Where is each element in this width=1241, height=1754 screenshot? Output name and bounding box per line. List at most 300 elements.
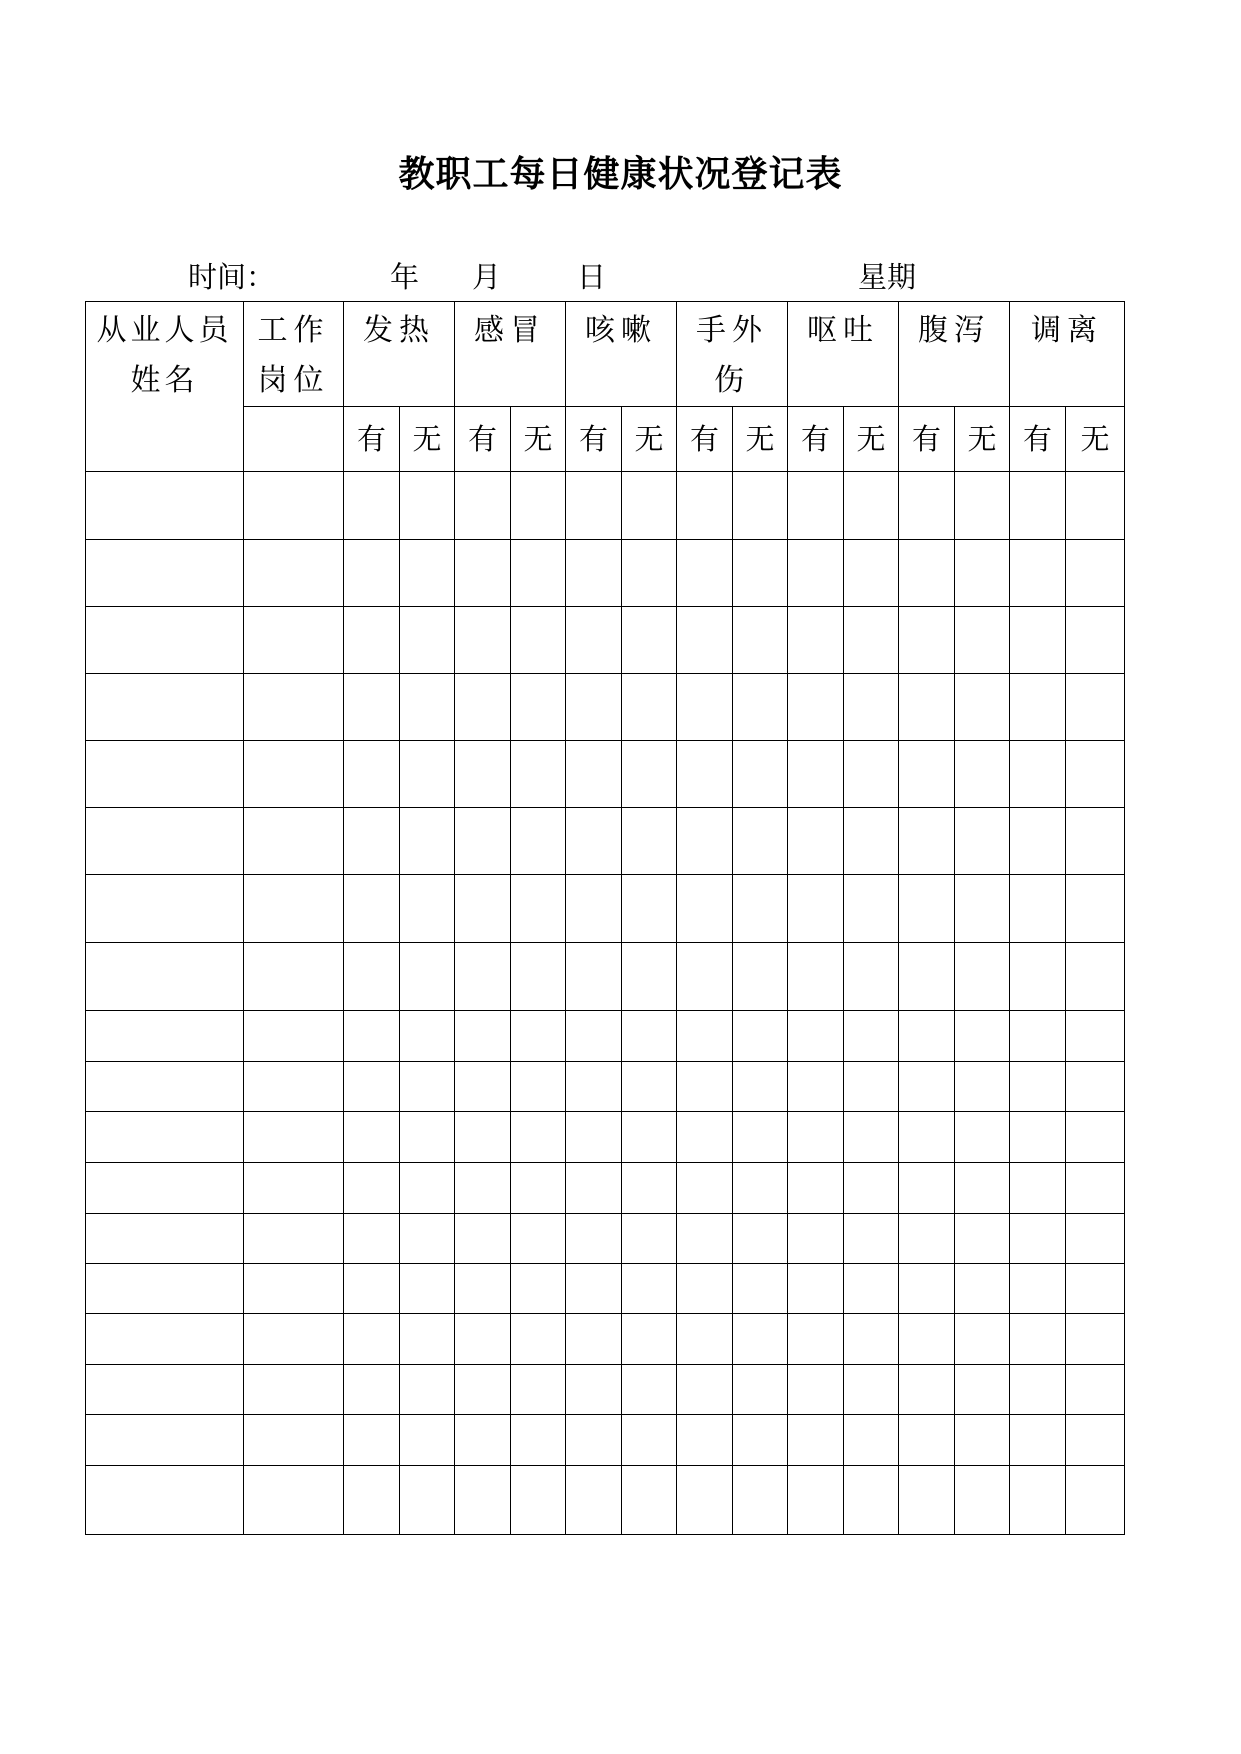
post-cell[interactable]	[244, 1415, 344, 1466]
no-cell[interactable]	[622, 808, 677, 875]
yes-cell[interactable]	[566, 1314, 622, 1365]
no-cell[interactable]	[955, 472, 1010, 540]
no-cell[interactable]	[1066, 943, 1125, 1011]
no-cell[interactable]	[844, 1264, 899, 1314]
yes-cell[interactable]	[566, 1415, 622, 1466]
no-cell[interactable]	[511, 1466, 566, 1535]
yes-cell[interactable]	[344, 808, 400, 875]
yes-cell[interactable]	[455, 1365, 511, 1415]
yes-cell[interactable]	[1010, 1112, 1066, 1163]
no-cell[interactable]	[733, 674, 788, 741]
yes-cell[interactable]	[566, 1112, 622, 1163]
post-cell[interactable]	[244, 1163, 344, 1214]
no-cell[interactable]	[1066, 674, 1125, 741]
yes-cell[interactable]	[1010, 472, 1066, 540]
no-cell[interactable]	[511, 1365, 566, 1415]
no-cell[interactable]	[400, 1415, 455, 1466]
no-cell[interactable]	[622, 1011, 677, 1062]
yes-cell[interactable]	[566, 808, 622, 875]
name-cell[interactable]	[86, 808, 244, 875]
name-cell[interactable]	[86, 1062, 244, 1112]
name-cell[interactable]	[86, 1466, 244, 1535]
table-row	[86, 472, 1125, 540]
no-cell[interactable]	[511, 741, 566, 808]
no-cell[interactable]	[400, 540, 455, 607]
yes-cell[interactable]	[566, 741, 622, 808]
yes-cell[interactable]	[677, 1466, 733, 1535]
table-row	[86, 607, 1125, 674]
yes-cell[interactable]	[788, 1214, 844, 1264]
no-cell[interactable]	[400, 943, 455, 1011]
yes-cell[interactable]	[1010, 943, 1066, 1011]
yes-cell[interactable]	[899, 1112, 955, 1163]
yes-cell[interactable]	[455, 1011, 511, 1062]
yes-cell[interactable]	[566, 1163, 622, 1214]
symptom-header-line1: 手外	[696, 313, 768, 348]
symptom-header	[1010, 302, 1125, 407]
yes-cell[interactable]	[455, 1163, 511, 1214]
yes-cell[interactable]	[344, 1011, 400, 1062]
no-cell[interactable]	[511, 1264, 566, 1314]
symptom-header	[344, 302, 455, 407]
no-cell[interactable]	[733, 472, 788, 540]
yes-cell[interactable]	[1010, 1062, 1066, 1112]
yes-cell[interactable]	[899, 943, 955, 1011]
name-cell[interactable]	[86, 1365, 244, 1415]
name-cell[interactable]	[86, 943, 244, 1011]
yes-cell[interactable]	[1010, 1365, 1066, 1415]
no-cell[interactable]	[844, 741, 899, 808]
yes-cell[interactable]	[788, 1314, 844, 1365]
no-cell[interactable]	[1066, 741, 1125, 808]
name-cell[interactable]	[86, 875, 244, 943]
no-cell[interactable]	[733, 808, 788, 875]
yes-cell[interactable]	[677, 1365, 733, 1415]
yes-cell[interactable]	[788, 540, 844, 607]
post-cell[interactable]	[244, 1062, 344, 1112]
no-cell[interactable]	[622, 1062, 677, 1112]
post-cell[interactable]	[244, 1112, 344, 1163]
yes-cell[interactable]	[1010, 607, 1066, 674]
yes-cell[interactable]	[455, 1214, 511, 1264]
no-cell[interactable]	[1066, 1415, 1125, 1466]
yes-cell[interactable]	[566, 1264, 622, 1314]
no-cell[interactable]	[1066, 1264, 1125, 1314]
yes-cell[interactable]	[344, 472, 400, 540]
yes-header: 有	[788, 407, 844, 472]
no-cell[interactable]	[844, 1011, 899, 1062]
no-cell[interactable]	[622, 1314, 677, 1365]
yes-cell[interactable]	[677, 1112, 733, 1163]
no-cell[interactable]	[733, 1112, 788, 1163]
yes-cell[interactable]	[899, 741, 955, 808]
no-cell[interactable]	[622, 1365, 677, 1415]
no-cell[interactable]	[400, 1062, 455, 1112]
yes-cell[interactable]	[344, 1264, 400, 1314]
no-cell[interactable]	[733, 540, 788, 607]
no-cell[interactable]	[844, 1415, 899, 1466]
no-cell[interactable]	[733, 607, 788, 674]
no-cell[interactable]	[844, 674, 899, 741]
no-cell[interactable]	[511, 875, 566, 943]
no-cell[interactable]	[622, 943, 677, 1011]
yes-cell[interactable]	[1010, 1415, 1066, 1466]
yes-cell[interactable]	[455, 875, 511, 943]
yes-cell[interactable]	[566, 1466, 622, 1535]
yes-cell[interactable]	[899, 1264, 955, 1314]
name-cell[interactable]	[86, 607, 244, 674]
page-title: 教职工每日健康状况登记表	[398, 153, 843, 195]
name-cell[interactable]	[86, 741, 244, 808]
name-cell[interactable]	[86, 540, 244, 607]
no-cell[interactable]	[955, 943, 1010, 1011]
day-label: 日	[577, 260, 607, 294]
no-cell[interactable]	[622, 875, 677, 943]
yes-cell[interactable]	[455, 607, 511, 674]
no-cell[interactable]	[733, 1365, 788, 1415]
name-cell[interactable]	[86, 1011, 244, 1062]
no-cell[interactable]	[733, 1415, 788, 1466]
no-cell[interactable]	[622, 1264, 677, 1314]
no-cell[interactable]	[511, 1062, 566, 1112]
yes-cell[interactable]	[899, 1062, 955, 1112]
yes-cell[interactable]	[677, 1214, 733, 1264]
yes-cell[interactable]	[677, 1415, 733, 1466]
post-cell[interactable]	[244, 1365, 344, 1415]
no-cell[interactable]	[955, 1163, 1010, 1214]
yes-cell[interactable]	[677, 607, 733, 674]
no-cell[interactable]	[1066, 1314, 1125, 1365]
no-cell[interactable]	[400, 808, 455, 875]
yes-cell[interactable]	[899, 607, 955, 674]
yes-cell[interactable]	[455, 943, 511, 1011]
no-cell[interactable]	[844, 1062, 899, 1112]
yes-cell[interactable]	[1010, 1163, 1066, 1214]
post-cell[interactable]	[244, 607, 344, 674]
yes-cell[interactable]	[788, 1415, 844, 1466]
no-cell[interactable]	[622, 741, 677, 808]
no-cell[interactable]	[1066, 1163, 1125, 1214]
no-cell[interactable]	[622, 1112, 677, 1163]
yes-cell[interactable]	[788, 1011, 844, 1062]
yes-cell[interactable]	[899, 1365, 955, 1415]
no-cell[interactable]	[733, 875, 788, 943]
no-cell[interactable]	[955, 1011, 1010, 1062]
yes-cell[interactable]	[899, 540, 955, 607]
yes-cell[interactable]	[344, 607, 400, 674]
yes-cell[interactable]	[1010, 808, 1066, 875]
no-cell[interactable]	[511, 1214, 566, 1264]
no-cell[interactable]	[844, 808, 899, 875]
yes-cell[interactable]	[344, 540, 400, 607]
post-cell[interactable]	[244, 1011, 344, 1062]
no-cell[interactable]	[622, 1214, 677, 1264]
yes-cell[interactable]	[566, 607, 622, 674]
no-cell[interactable]	[622, 1415, 677, 1466]
yes-cell[interactable]	[344, 1214, 400, 1264]
no-cell[interactable]	[955, 1214, 1010, 1264]
no-cell[interactable]	[733, 1062, 788, 1112]
no-cell[interactable]	[955, 1415, 1010, 1466]
yes-cell[interactable]	[455, 472, 511, 540]
yes-cell[interactable]	[566, 540, 622, 607]
yes-cell[interactable]	[677, 1163, 733, 1214]
no-cell[interactable]	[400, 1214, 455, 1264]
yes-cell[interactable]	[788, 808, 844, 875]
yes-cell[interactable]	[566, 1011, 622, 1062]
post-cell[interactable]	[244, 741, 344, 808]
no-cell[interactable]	[511, 472, 566, 540]
no-cell[interactable]	[400, 1264, 455, 1314]
no-cell[interactable]	[955, 1314, 1010, 1365]
name-cell[interactable]	[86, 1163, 244, 1214]
no-cell[interactable]	[400, 1314, 455, 1365]
yes-cell[interactable]	[1010, 1214, 1066, 1264]
no-cell[interactable]	[955, 1264, 1010, 1314]
yes-cell[interactable]	[899, 808, 955, 875]
no-cell[interactable]	[511, 1011, 566, 1062]
yes-cell[interactable]	[677, 808, 733, 875]
no-cell[interactable]	[955, 808, 1010, 875]
no-cell[interactable]	[844, 472, 899, 540]
yes-cell[interactable]	[788, 1062, 844, 1112]
no-cell[interactable]	[733, 1214, 788, 1264]
yes-cell[interactable]	[566, 1062, 622, 1112]
yes-cell[interactable]	[677, 1062, 733, 1112]
no-header: 无	[844, 407, 899, 472]
yes-cell[interactable]	[788, 1163, 844, 1214]
yes-cell[interactable]	[1010, 875, 1066, 943]
name-header-line1: 从业人员	[96, 313, 233, 348]
yes-cell[interactable]	[677, 875, 733, 943]
yes-cell[interactable]	[677, 540, 733, 607]
no-cell[interactable]	[511, 674, 566, 741]
yes-cell[interactable]	[1010, 741, 1066, 808]
name-cell[interactable]	[86, 1112, 244, 1163]
no-cell[interactable]	[622, 1466, 677, 1535]
no-cell[interactable]	[844, 1314, 899, 1365]
yes-cell[interactable]	[899, 674, 955, 741]
yes-cell[interactable]	[455, 1112, 511, 1163]
yes-cell[interactable]	[677, 1314, 733, 1365]
no-cell[interactable]	[844, 1365, 899, 1415]
yes-cell[interactable]	[455, 1062, 511, 1112]
yes-cell[interactable]	[788, 875, 844, 943]
no-cell[interactable]	[955, 1112, 1010, 1163]
no-cell[interactable]	[844, 1112, 899, 1163]
no-cell[interactable]	[511, 1415, 566, 1466]
post-cell[interactable]	[244, 540, 344, 607]
yes-cell[interactable]	[455, 1314, 511, 1365]
yes-cell[interactable]	[566, 472, 622, 540]
no-cell[interactable]	[400, 472, 455, 540]
yes-cell[interactable]	[455, 674, 511, 741]
yes-cell[interactable]	[344, 741, 400, 808]
post-cell[interactable]	[244, 472, 344, 540]
post-cell[interactable]	[244, 1264, 344, 1314]
yes-cell[interactable]	[566, 1365, 622, 1415]
yes-cell[interactable]	[1010, 1264, 1066, 1314]
yes-cell[interactable]	[344, 1365, 400, 1415]
yes-cell[interactable]	[788, 674, 844, 741]
no-cell[interactable]	[511, 540, 566, 607]
no-cell[interactable]	[733, 1466, 788, 1535]
no-cell[interactable]	[622, 674, 677, 741]
yes-cell[interactable]	[566, 1214, 622, 1264]
no-cell[interactable]	[1066, 808, 1125, 875]
no-cell[interactable]	[1066, 1214, 1125, 1264]
no-cell[interactable]	[622, 540, 677, 607]
no-cell[interactable]	[1066, 1112, 1125, 1163]
yes-cell[interactable]	[899, 1415, 955, 1466]
yes-cell[interactable]	[899, 1163, 955, 1214]
yes-cell[interactable]	[788, 607, 844, 674]
yes-cell[interactable]	[788, 1466, 844, 1535]
no-cell[interactable]	[622, 1163, 677, 1214]
yes-cell[interactable]	[899, 472, 955, 540]
yes-cell[interactable]	[455, 1415, 511, 1466]
yes-cell[interactable]	[899, 1466, 955, 1535]
no-cell[interactable]	[733, 1011, 788, 1062]
no-cell[interactable]	[511, 1112, 566, 1163]
no-cell[interactable]	[844, 875, 899, 943]
yes-cell[interactable]	[677, 1264, 733, 1314]
no-cell[interactable]	[844, 540, 899, 607]
no-cell[interactable]	[1066, 540, 1125, 607]
yes-cell[interactable]	[455, 540, 511, 607]
no-cell[interactable]	[955, 1365, 1010, 1415]
yes-cell[interactable]	[344, 943, 400, 1011]
yes-cell[interactable]	[455, 741, 511, 808]
yes-cell[interactable]	[899, 1314, 955, 1365]
no-cell[interactable]	[1066, 875, 1125, 943]
post-cell[interactable]	[244, 1466, 344, 1535]
yes-cell[interactable]	[677, 943, 733, 1011]
yes-cell[interactable]	[344, 1112, 400, 1163]
no-cell[interactable]	[622, 472, 677, 540]
yes-cell[interactable]	[344, 1466, 400, 1535]
post-header-line2: 岗位	[257, 363, 330, 398]
yes-cell[interactable]	[899, 875, 955, 943]
yes-cell[interactable]	[455, 808, 511, 875]
no-cell[interactable]	[955, 1466, 1010, 1535]
yes-cell[interactable]	[566, 674, 622, 741]
no-cell[interactable]	[955, 674, 1010, 741]
no-cell[interactable]	[955, 741, 1010, 808]
no-cell[interactable]	[1066, 472, 1125, 540]
yes-cell[interactable]	[1010, 1466, 1066, 1535]
yes-cell[interactable]	[899, 1214, 955, 1264]
post-cell[interactable]	[244, 943, 344, 1011]
yes-cell[interactable]	[344, 1062, 400, 1112]
no-cell[interactable]	[844, 1466, 899, 1535]
yes-cell[interactable]	[344, 1163, 400, 1214]
yes-cell[interactable]	[788, 472, 844, 540]
yes-cell[interactable]	[1010, 1314, 1066, 1365]
yes-cell[interactable]	[455, 1264, 511, 1314]
name-cell[interactable]	[86, 1264, 244, 1314]
no-cell[interactable]	[511, 1163, 566, 1214]
no-cell[interactable]	[955, 607, 1010, 674]
yes-cell[interactable]	[788, 1264, 844, 1314]
no-cell[interactable]	[400, 1163, 455, 1214]
yes-cell[interactable]	[788, 741, 844, 808]
no-cell[interactable]	[511, 808, 566, 875]
yes-cell[interactable]	[344, 1314, 400, 1365]
post-cell[interactable]	[244, 1314, 344, 1365]
no-cell[interactable]	[844, 607, 899, 674]
no-cell[interactable]	[400, 741, 455, 808]
no-cell[interactable]	[733, 1163, 788, 1214]
no-cell[interactable]	[1066, 1466, 1125, 1535]
name-cell[interactable]	[86, 674, 244, 741]
no-cell[interactable]	[844, 1214, 899, 1264]
no-cell[interactable]	[400, 1466, 455, 1535]
yes-cell[interactable]	[788, 1365, 844, 1415]
no-cell[interactable]	[400, 674, 455, 741]
name-cell[interactable]	[86, 1415, 244, 1466]
no-cell[interactable]	[400, 875, 455, 943]
yes-cell[interactable]	[677, 1011, 733, 1062]
post-cell[interactable]	[244, 875, 344, 943]
yes-cell[interactable]	[677, 472, 733, 540]
no-cell[interactable]	[955, 1062, 1010, 1112]
no-cell[interactable]	[400, 607, 455, 674]
no-cell[interactable]	[733, 943, 788, 1011]
no-cell[interactable]	[622, 607, 677, 674]
post-cell[interactable]	[244, 674, 344, 741]
no-cell[interactable]	[1066, 607, 1125, 674]
no-cell[interactable]	[1066, 1011, 1125, 1062]
yes-cell[interactable]	[677, 741, 733, 808]
yes-cell[interactable]	[788, 1112, 844, 1163]
name-cell[interactable]	[86, 1314, 244, 1365]
no-cell[interactable]	[400, 1112, 455, 1163]
no-cell[interactable]	[733, 1314, 788, 1365]
post-subheader-blank	[244, 407, 344, 472]
no-cell[interactable]	[511, 943, 566, 1011]
yes-cell[interactable]	[455, 1466, 511, 1535]
no-cell[interactable]	[1066, 1062, 1125, 1112]
yes-cell[interactable]	[1010, 1011, 1066, 1062]
no-cell[interactable]	[1066, 1365, 1125, 1415]
no-cell[interactable]	[733, 1264, 788, 1314]
yes-cell[interactable]	[788, 943, 844, 1011]
no-cell[interactable]	[400, 1011, 455, 1062]
yes-cell[interactable]	[1010, 540, 1066, 607]
no-cell[interactable]	[511, 607, 566, 674]
no-cell[interactable]	[955, 875, 1010, 943]
no-cell[interactable]	[844, 943, 899, 1011]
name-cell[interactable]	[86, 1214, 244, 1264]
no-cell[interactable]	[511, 1314, 566, 1365]
post-cell[interactable]	[244, 1214, 344, 1264]
yes-cell[interactable]	[566, 943, 622, 1011]
yes-cell[interactable]	[344, 674, 400, 741]
no-cell[interactable]	[844, 1163, 899, 1214]
no-cell[interactable]	[733, 741, 788, 808]
yes-cell[interactable]	[677, 674, 733, 741]
name-cell[interactable]	[86, 472, 244, 540]
yes-cell[interactable]	[1010, 674, 1066, 741]
no-cell[interactable]	[955, 540, 1010, 607]
yes-cell[interactable]	[566, 875, 622, 943]
yes-cell[interactable]	[344, 1415, 400, 1466]
no-cell[interactable]	[400, 1365, 455, 1415]
yes-cell[interactable]	[899, 1011, 955, 1062]
yes-cell[interactable]	[344, 875, 400, 943]
post-cell[interactable]	[244, 808, 344, 875]
